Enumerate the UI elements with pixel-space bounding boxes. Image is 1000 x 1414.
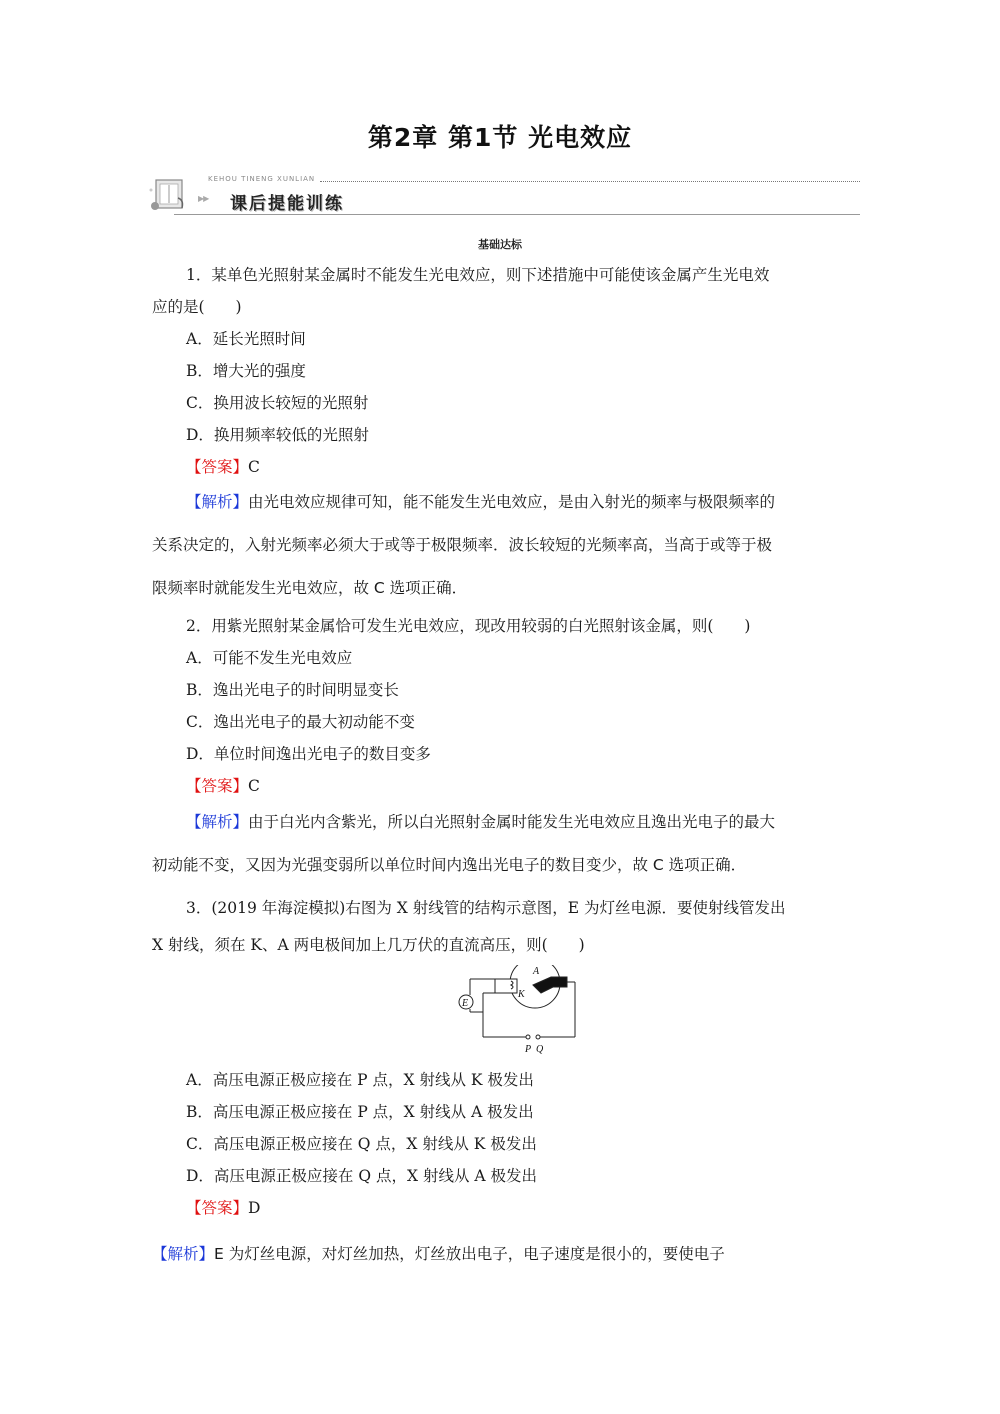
question-1-option-d: D．换用频率较低的光照射 — [186, 426, 369, 444]
question-2-answer — [186, 776, 260, 796]
banner-pinyin: KEHOU TINENG XUNLIAN — [208, 175, 316, 183]
question-2-stem: 2．用紫光照射某金属恰可发生光电效应，现改用较弱的白光照射该金属，则( ) — [186, 617, 751, 635]
question-1-stem-cont: 应的是( ) — [152, 298, 242, 316]
question-2-explanation-cont: 初动能不变，又因为光强变弱所以单位时间内逸出光电子的数目变少，故 C 选项正确． — [152, 856, 747, 874]
x-ray-tube-diagram — [455, 965, 590, 1060]
dotted-rule — [320, 181, 860, 182]
section-title: 基础达标 — [478, 238, 522, 251]
question-2-option-b: B．逸出光电子的时间明显变长 — [186, 681, 399, 699]
explanation-text: 由于白光内含紫光，所以白光照射金属时能发生光电效应且逸出光电子的最大 — [248, 813, 776, 831]
answer-tag: 【答案】 — [186, 1199, 249, 1217]
question-3-stem: 3．(2019 年海淀模拟)右图为 X 射线管的结构示意图，E 为灯丝电源．要使射线管发出 — [186, 899, 786, 917]
explanation-tag: 【解析】 — [186, 813, 249, 831]
book-icon — [148, 176, 192, 214]
question-2-option-d: D．单位时间逸出光电子的数目变多 — [186, 745, 431, 763]
question-1-explanation — [186, 492, 775, 512]
question-1-option-c: C．换用波长较短的光照射 — [186, 394, 369, 412]
question-1-explanation-cont: 关系决定的，入射光频率必须大于或等于极限频率．波长较短的光频率高，当高于或等于极 — [152, 536, 773, 554]
question-2-option-a: A．可能不发生光电效应 — [186, 649, 353, 667]
question-3-explanation — [152, 1244, 725, 1264]
question-3-option-c: C．高压电源正极应接在 Q 点，X 射线从 K 极发出 — [186, 1135, 537, 1153]
question-1-answer — [186, 457, 260, 477]
diagram-label-q: Q — [536, 1044, 544, 1055]
question-2-explanation — [186, 812, 775, 832]
explanation-tag: 【解析】 — [152, 1245, 215, 1263]
arrows-icon: ▶▶ — [198, 194, 209, 203]
question-1-explanation-cont: 限频率时就能发生光电效应，故 C 选项正确． — [152, 579, 468, 597]
section-banner — [148, 172, 860, 218]
diagram-label-p: P — [525, 1044, 532, 1055]
explanation-tag: 【解析】 — [186, 493, 249, 511]
answer-tag: 【答案】 — [186, 458, 249, 476]
diagram-label-k: K — [518, 989, 525, 1000]
question-3-option-b: B．高压电源正极应接在 P 点，X 射线从 A 极发出 — [186, 1103, 534, 1121]
question-3-option-d: D．高压电源正极应接在 Q 点，X 射线从 A 极发出 — [186, 1167, 537, 1185]
answer-value: C — [248, 458, 260, 476]
banner-label: 课后提能训练 — [230, 194, 344, 214]
question-2-option-c: C．逸出光电子的最大初动能不变 — [186, 713, 415, 731]
question-3-answer — [186, 1198, 260, 1218]
question-1-option-a: A．延长光照时间 — [186, 330, 306, 348]
answer-value: C — [248, 777, 260, 795]
question-1-option-b: B．增大光的强度 — [186, 362, 306, 380]
diagram-label-e: E — [462, 998, 469, 1009]
explanation-text: 由光电效应规律可知，能不能发生光电效应，是由入射光的频率与极限频率的 — [248, 493, 776, 511]
answer-tag: 【答案】 — [186, 777, 249, 795]
question-3-stem-cont: X 射线，须在 K、A 两电极间加上几万伏的直流高压，则( ) — [152, 936, 585, 954]
question-3-option-a: A．高压电源正极应接在 P 点，X 射线从 K 极发出 — [186, 1071, 534, 1089]
explanation-text: E 为灯丝电源，对灯丝加热，灯丝放出电子，电子速度是很小的，要使电子 — [214, 1245, 725, 1263]
answer-value: D — [248, 1199, 261, 1217]
page-title: 第2章 第1节 光电效应 — [367, 123, 633, 152]
question-1-stem: 1．某单色光照射某金属时不能发生光电效应，则下述措施中可能使该金属产生光电效 — [186, 266, 770, 284]
divider — [174, 214, 860, 215]
diagram-label-a: A — [533, 966, 540, 977]
